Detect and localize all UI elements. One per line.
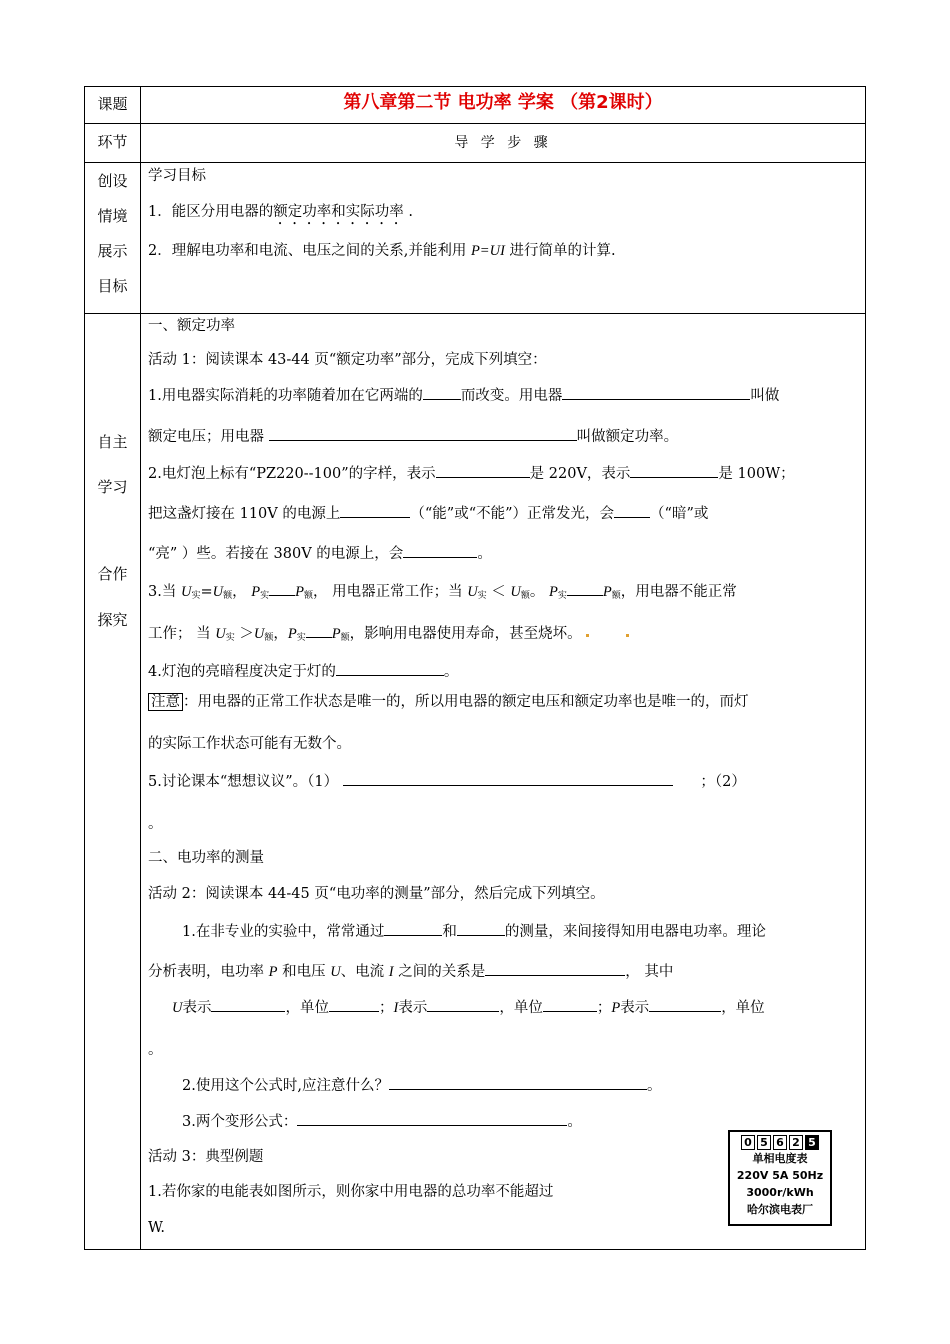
question-5-end: 。 — [148, 816, 163, 832]
heading-rated-power: 一、额定功率 — [148, 318, 235, 334]
question-1-line-2: 额定电压；用电器 叫做额定功率。 — [148, 425, 858, 447]
mark — [586, 634, 589, 637]
question-1-line-1: 1.用电器实际消耗的功率随着加在它两端的 而改变。用电器 叫做 — [148, 384, 858, 406]
note-line-1: 注意 ：用电器的正常工作状态是唯一的，所以用电器的额定电压和额定功率也是唯一的，而灯 — [148, 692, 858, 712]
blank[interactable] — [457, 920, 505, 936]
question-2-line-1: 2.电灯泡上标有“PZ220--100”的字样，表示 是 220V，表示 是 100W； — [148, 462, 858, 484]
blank[interactable] — [269, 425, 577, 441]
blank[interactable] — [567, 580, 603, 596]
goals-heading: 学习目标 — [148, 168, 206, 184]
section2-label-4: 探究 — [97, 611, 128, 629]
activity-3: 活动 3：典型例题 — [148, 1149, 264, 1165]
goal-2: 2．理解电功率和电流、电压之间的关系,并能利用 P=UI 进行简单的计算. — [148, 243, 616, 259]
meter-maker: 哈尔滨电表厂 — [747, 1203, 813, 1216]
activity-1: 活动 1：阅读课本 43-44 页“额定功率”部分，完成下列填空： — [148, 352, 547, 368]
blank[interactable] — [343, 770, 673, 786]
measure-1-end: 。 — [148, 1042, 163, 1058]
meter-digit: 5 — [757, 1135, 771, 1150]
blank[interactable] — [336, 660, 444, 676]
question-2-line-2: 把这盏灯接在 110V 的电源上 （“能”或“不能”）正常发光，会 （“暗”或 — [148, 502, 858, 524]
column-divider — [140, 87, 141, 1249]
blank[interactable] — [436, 462, 530, 478]
electricity-meter-figure — [728, 1130, 832, 1226]
section2-label-3: 合作 — [97, 565, 128, 583]
row-divider — [85, 313, 865, 314]
blank[interactable] — [306, 622, 332, 638]
example-1-unit: W. — [148, 1220, 165, 1236]
section1-label-3: 展示 — [97, 242, 128, 260]
meter-rating: 220V 5A 50Hz — [736, 1169, 824, 1182]
blank[interactable] — [211, 996, 285, 1012]
blank[interactable] — [329, 996, 379, 1012]
blank[interactable] — [427, 996, 499, 1012]
blank[interactable] — [389, 1074, 647, 1090]
goal-1: 1．能区分用电器的额定功率和实际功率 . — [148, 204, 413, 220]
meter-digit: 5 — [805, 1135, 819, 1150]
measure-1-line-2: 分析表明，电功率 P 和电压 U、电流 I 之间的关系是 ， 其中 — [148, 960, 858, 982]
measure-2: 2.使用这个公式时,应注意什么？ 。 — [182, 1074, 858, 1096]
blank[interactable] — [649, 996, 721, 1012]
blank[interactable] — [423, 384, 461, 400]
section1-label-2: 情境 — [97, 207, 128, 225]
section1-label-1: 创设 — [97, 172, 128, 190]
meter-constant: 3000r/kWh — [746, 1186, 814, 1199]
blank[interactable] — [630, 462, 718, 478]
row-divider — [85, 162, 865, 163]
question-3-line-2: 工作； 当 $U_实 >U_额$，$P_实$ $P_额$，影响用电器使用寿命，甚至烧坏。 — [148, 622, 858, 648]
question-2-line-3: “亮” ）些。若接在 380V 的电源上，会 。 — [148, 542, 858, 564]
blank[interactable] — [614, 502, 650, 518]
meter-digit: 0 — [741, 1135, 755, 1150]
blank[interactable] — [543, 996, 597, 1012]
blank[interactable] — [384, 920, 442, 936]
measure-1-line-3: U表示 ，单位 ；I表示 ，单位 ；P表示 ，单位 — [172, 996, 858, 1018]
label-topic: 课题 — [97, 95, 128, 113]
heading-measurement: 二、电功率的测量 — [148, 850, 264, 866]
meter-digits — [730, 1135, 830, 1150]
example-1: 1.若你家的电能表如图所示，则你家中用电器的总功率不能超过 — [148, 1184, 554, 1200]
steps-title: 导 学 步 骤 — [454, 135, 552, 151]
blank[interactable] — [562, 384, 750, 400]
measure-3: 3.两个变形公式： 。 — [182, 1110, 858, 1132]
section2-label-1: 自主 — [97, 433, 128, 451]
meter-digit: 2 — [789, 1135, 803, 1150]
question-3-line-1: 3.当 $U_实=U_额$， $P_实$ $P_额$， 用电器正常工作；当 $U_实 < U_额$。 $P_实$ $P_额$，用电器不能正常 — [148, 580, 858, 606]
page-title: 第八章第二节 电功率 学案 （第2课时） — [343, 92, 663, 113]
section1-label-4: 目标 — [97, 277, 128, 295]
blank[interactable] — [297, 1110, 567, 1126]
note-label: 注意 — [148, 693, 183, 711]
blank[interactable] — [269, 580, 295, 596]
question-4: 4.灯泡的亮暗程度决定于灯的 。 — [148, 660, 858, 682]
question-5: 5.讨论课本“想想议议”。（1） ；（2） — [148, 770, 858, 792]
note-line-2: 的实际工作状态可能有无数个。 — [148, 736, 351, 752]
blank[interactable] — [485, 960, 625, 976]
measure-1-line-1: 1.在非专业的实验中，常常通过 和 的测量，来间接得知用电器电功率。理论 — [182, 920, 858, 942]
meter-digit: 6 — [773, 1135, 787, 1150]
meter-type: 单相电度表 — [752, 1152, 808, 1165]
mark — [626, 634, 629, 637]
activity-2: 活动 2：阅读课本 44-45 页“电功率的测量”部分，然后完成下列填空。 — [148, 886, 605, 902]
label-section: 环节 — [97, 133, 128, 151]
blank[interactable] — [403, 542, 477, 558]
blank[interactable] — [340, 502, 410, 518]
section2-label-2: 学习 — [97, 478, 128, 496]
